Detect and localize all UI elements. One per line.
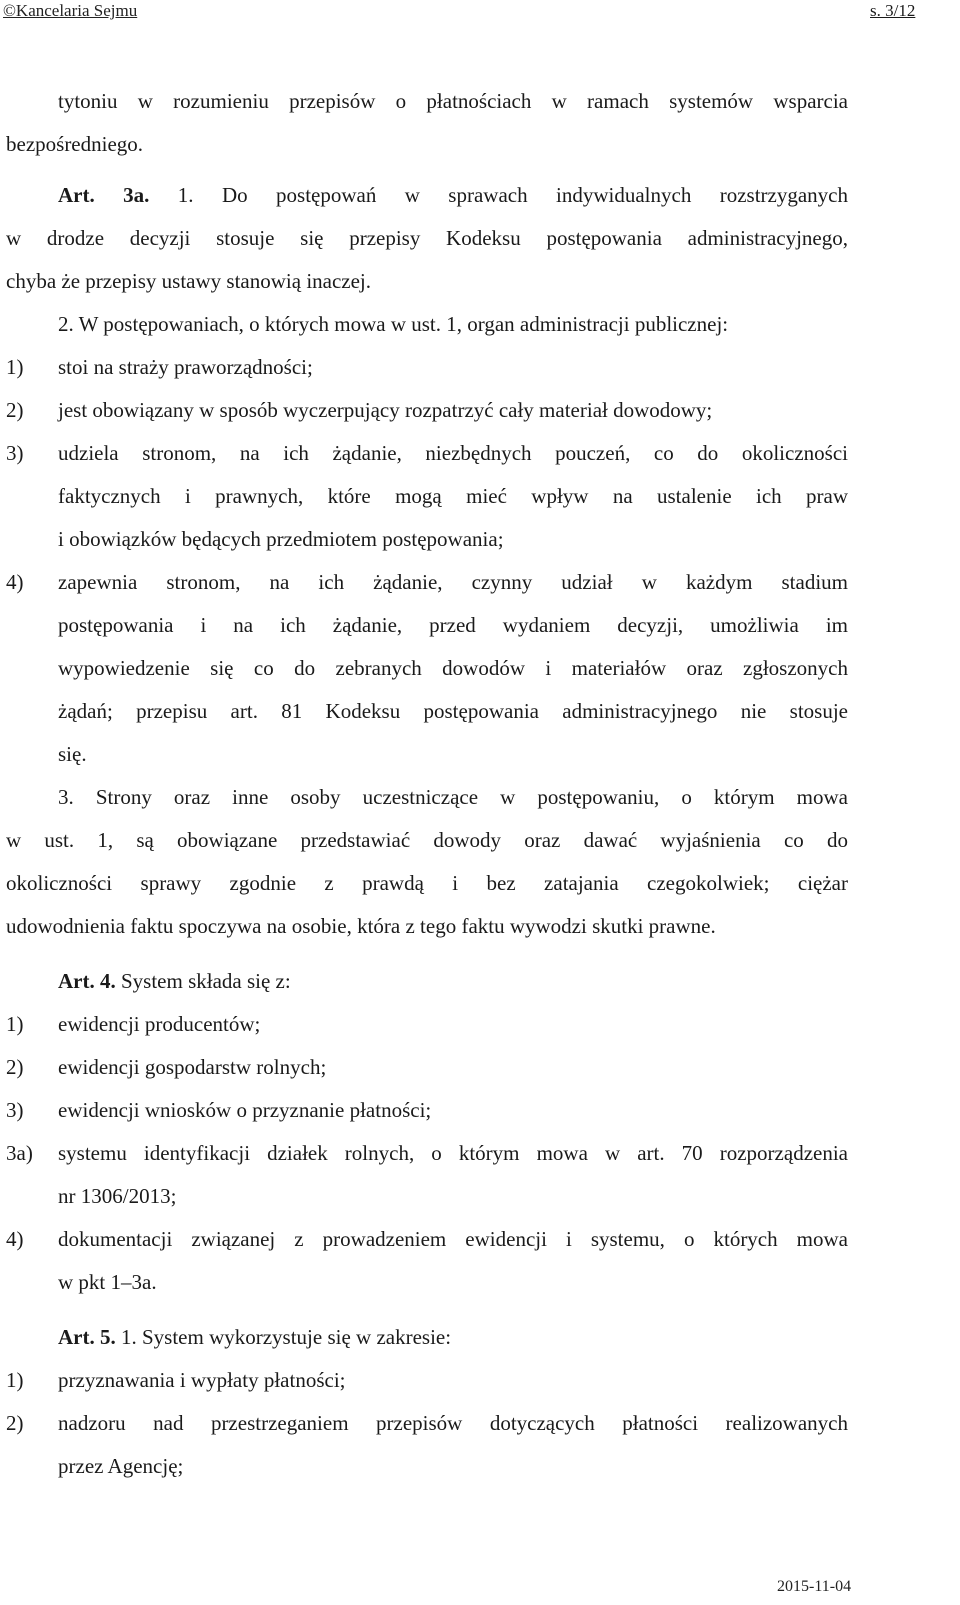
art5-intro: Art. 5. 1. System wykorzystuje się w zakresie: [58,1325,452,1349]
page-number-link[interactable]: s. 3/12 [870,1,916,20]
art3a-ust1-line-2: w drodze decyzji stosuje się przepisy Kodeksu postępowania administracyjnego, [6,226,848,250]
art4-intro: Art. 4. System składa się z: [58,969,291,993]
art3a-ust2-intro: 2. W postępowaniach, o których mowa w ust. 1, organ administracji publicznej: [58,312,729,336]
list-item: 2) nadzoru nad przestrzeganiem przepisów dotyczących płatności realizowanych przez Agencję; [6,1411,848,1478]
list-item: 3) ewidencji wniosków o przyznanie płatności; [6,1098,432,1122]
document-body [6,80,848,1488]
art3a-ust3-line-4: udowodnienia faktu spoczywa na osobie, która z tego faktu wywodzi skutki prawne. [6,914,716,938]
list-item: 3a) systemu identyfikacji działek rolnych, o którym mowa w art. 70 rozporządzenia nr 1306/2013; [6,1141,848,1208]
list-item: 4) dokumentacji związanej z prowadzeniem ewidencji i systemu, o których mowa w pkt 1–3a. [6,1227,848,1294]
list-item: 3) udziela stronom, na ich żądanie, niezbędnych pouczeń, co do okoliczności faktycznych i prawnych, które mogą mieć wpływ na ustalenie ich praw i obowiązków będących przedmiotem postępowania; [6,441,848,551]
art3a-label: Art. 3a. [58,183,150,207]
list-item: 2) ewidencji gospodarstw rolnych; [6,1055,327,1079]
footer-date: 2015-11-04 [777,1578,852,1595]
header-page-number[interactable] [870,0,915,22]
art3a-ust3-line-1: 3. Strony oraz inne osoby uczestniczące w postępowaniu, o którym mowa [58,785,848,809]
art5-label: Art. 5. [58,1325,116,1349]
list-item: 1) ewidencji producentów; [6,1012,261,1036]
list-item: 2) jest obowiązany w sposób wyczerpujący rozpatrzyć cały materiał dowodowy; [6,398,713,422]
intro-line-2: bezpośredniego. [6,132,144,156]
art3a-ust3-line-3: okoliczności sprawy zgodnie z prawdą i bez zatajania czegokolwiek; ciężar [6,871,848,895]
list-item: 4) zapewnia stronom, na ich żądanie, czynny udział w każdym stadium postępowania i na ich żądanie, przed wydaniem decyzji, umożliwia im wypowiedzenie się co do zebranych dowodów i materiałów oraz zgłoszonych żądań; przepisu art. 81 Kodeksu postępowania administracyjnego nie stosuje się. [6,570,848,766]
art3a-ust1-line-3: chyba że przepisy ustawy stanowią inaczej. [6,269,372,293]
art3a-ust3-line-2: w ust. 1, są obowiązane przedstawiać dowody oraz dawać wyjaśnienia co do [6,828,848,852]
art4-label: Art. 4. [58,969,116,993]
list-item: 1) stoi na straży praworządności; [6,355,313,379]
intro-line-1: tytoniu w rozumieniu przepisów o płatnościach w ramach systemów wsparcia [58,89,848,113]
list-item: 1) przyznawania i wypłaty płatności; [6,1368,346,1392]
art3a-ust1-line-1: Art. 3a. 1. Do postępowań w sprawach indywidualnych rozstrzyganych [58,183,848,207]
header-copyright: ©Kancelaria Sejmu [3,1,138,20]
